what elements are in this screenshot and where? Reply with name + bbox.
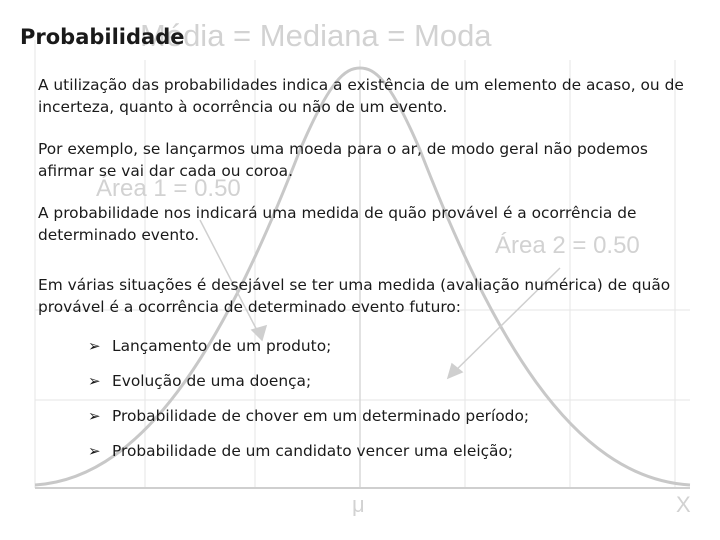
paragraph-measure: A probabilidade nos indicará uma medida de quão provável é a ocorrência de determinado evento. <box>38 204 637 244</box>
watermark-x-label: X <box>676 492 691 517</box>
paragraph-example: Por exemplo, se lançarmos uma moeda para o ar, de modo geral não podemos afirmar se vai dar cada ou coroa. <box>38 140 648 180</box>
list-item-text: Probabilidade de um candidato vencer uma eleição; <box>112 441 514 460</box>
arrowhead-bullet-icon: ➢ <box>88 336 101 355</box>
arrowhead-bullet-icon: ➢ <box>88 406 101 425</box>
list-item-text: Probabilidade de chover em um determinado período; <box>112 406 530 425</box>
paragraph-intro: A utilização das probabilidades indica a existência de um elemento de acaso, ou de incerteza, quanto à ocorrência ou não de um evento. <box>38 76 684 116</box>
list-item-text: Lançamento de um produto; <box>112 336 332 355</box>
arrowhead-bullet-icon: ➢ <box>88 441 101 460</box>
paragraph-situations: Em várias situações é desejável se ter uma medida (avaliação numérica) de quão provável é a ocorrência de determinado evento futuro: <box>38 276 671 316</box>
watermark-heading: Média = Mediana = Moda <box>140 18 492 53</box>
watermark-area-left: Área 1 = 0.50 <box>96 175 241 202</box>
list-item-text: Evolução de uma doença; <box>112 371 312 390</box>
list-item <box>88 433 529 468</box>
arrowhead-bullet-icon: ➢ <box>88 371 101 390</box>
watermark-mu: μ <box>352 492 365 517</box>
list-item <box>88 328 529 363</box>
slide-title: Probabilidade <box>20 25 185 49</box>
list-item <box>88 398 529 433</box>
list-item <box>88 363 529 398</box>
bullet-list <box>88 328 529 468</box>
watermark-area-right: Área 2 = 0.50 <box>495 232 640 259</box>
